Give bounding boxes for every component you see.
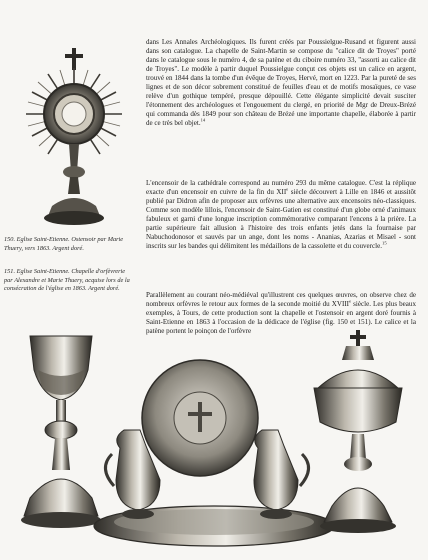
footnote-ref-14: 14 xyxy=(200,117,206,123)
paragraph-3-text-a: Parallèlement au courant néo-médiéval qu'illustrent ces quelques œuvres, on observe chez de nombreux orfèvres le retour aux formes de la seconde moitié du XVIII xyxy=(146,291,416,308)
chalice xyxy=(21,336,101,528)
figure-150-caption: 150. Eglise Saint-Etienne. Ostensoir par Marie Thuery, vers 1863. Argent doré. xyxy=(4,236,124,252)
monstrance-photo xyxy=(14,44,134,234)
paragraph-2-text-a: L'encensoir de la cathédrale correspond au numéro 293 du même catalogue. C'est la réplique exacte d'un encensoir en cuivre de la fin du XII xyxy=(146,179,416,196)
paragraph-2 xyxy=(146,179,416,251)
paragraph-1-text: dans Les Annales Archéologiques. Ils furent créés par Poussielgue-Rusand et figurent aussi dans son catalogue. La chapelle de Saint-Martin se compose du "calice dit de Troyes" porté dans le catalogue sous le numéro 4, de sa patène et du ciboire numéro 33, "assorti au calice dit de Troyes". Le modèle à partir duquel Poussielgue conçut ces objets est un calice en argent, trouvé en 1844 dans la tombe d'un évêque de Troyes, Hervé, mort en 1223. Par la pureté de ses lignes et de son décor sobrement constitué de feuilles d'eau et de motifs mosaïques, ce vase relève d'un gothique tempéré, presque dépouillé. Cette élégante simplicité devait susciter l'étonnement des archéologues et l'engouement du clergé, en priorité de Mgr de Dreux-Brézé qui commanda dès 1849 pour son château de Brézé une importante chapelle, élaborée à partir de ce très bel objet. xyxy=(146,38,416,127)
silverware-chapel-photo xyxy=(0,330,428,560)
century-superscript: e xyxy=(286,186,289,192)
paragraph-2-text-b: siècle découvert à Lille en 1846 et aussitôt publié par Didron afin de proposer aux orfèvres une alternative aux encensoirs néo-classiques. Comme son modèle lillois, l'encensoir de Saint-Gatien est constitué d'un globe orné d'animaux fabuleux et garni d'une longue inscription commémorative comparant l'encens à la prière. La partie supérieure fait allusion à l'histoire des trois enfants jetés dans la fournaise par Nabuchodonosor et sauvés par un ange, dont les noms - Ananias, Azarias et Misael - sont inscrits sur les bandes qui délimitent les médaillons de la cassolette et du couvercle. xyxy=(146,187,416,250)
paten xyxy=(142,360,258,476)
figure-151-caption: 151. Eglise Saint-Etienne. Chapelle d'orfèvrerie par Alexandre et Marie Thuery, acquise lors de la consécration de l'église en 1863. Argent doré. xyxy=(4,268,130,293)
ciborium xyxy=(314,330,402,533)
footnote-ref-15: 15 xyxy=(382,240,387,246)
cruet-right xyxy=(254,430,309,519)
paragraph-3-text-b: siècle. Les plus beaux exemples, à Tours, de cette production sont la chapelle et l'ostensoir en argent doré fournis à Saint-Etienne en 1863 à l'occasion de la dédicace de l'église (fig. 150 et 151). Le calice et la patène portent le poinçon de l'orfèvre xyxy=(146,299,416,335)
paragraph-1 xyxy=(146,38,416,128)
century-superscript: e xyxy=(349,298,352,304)
